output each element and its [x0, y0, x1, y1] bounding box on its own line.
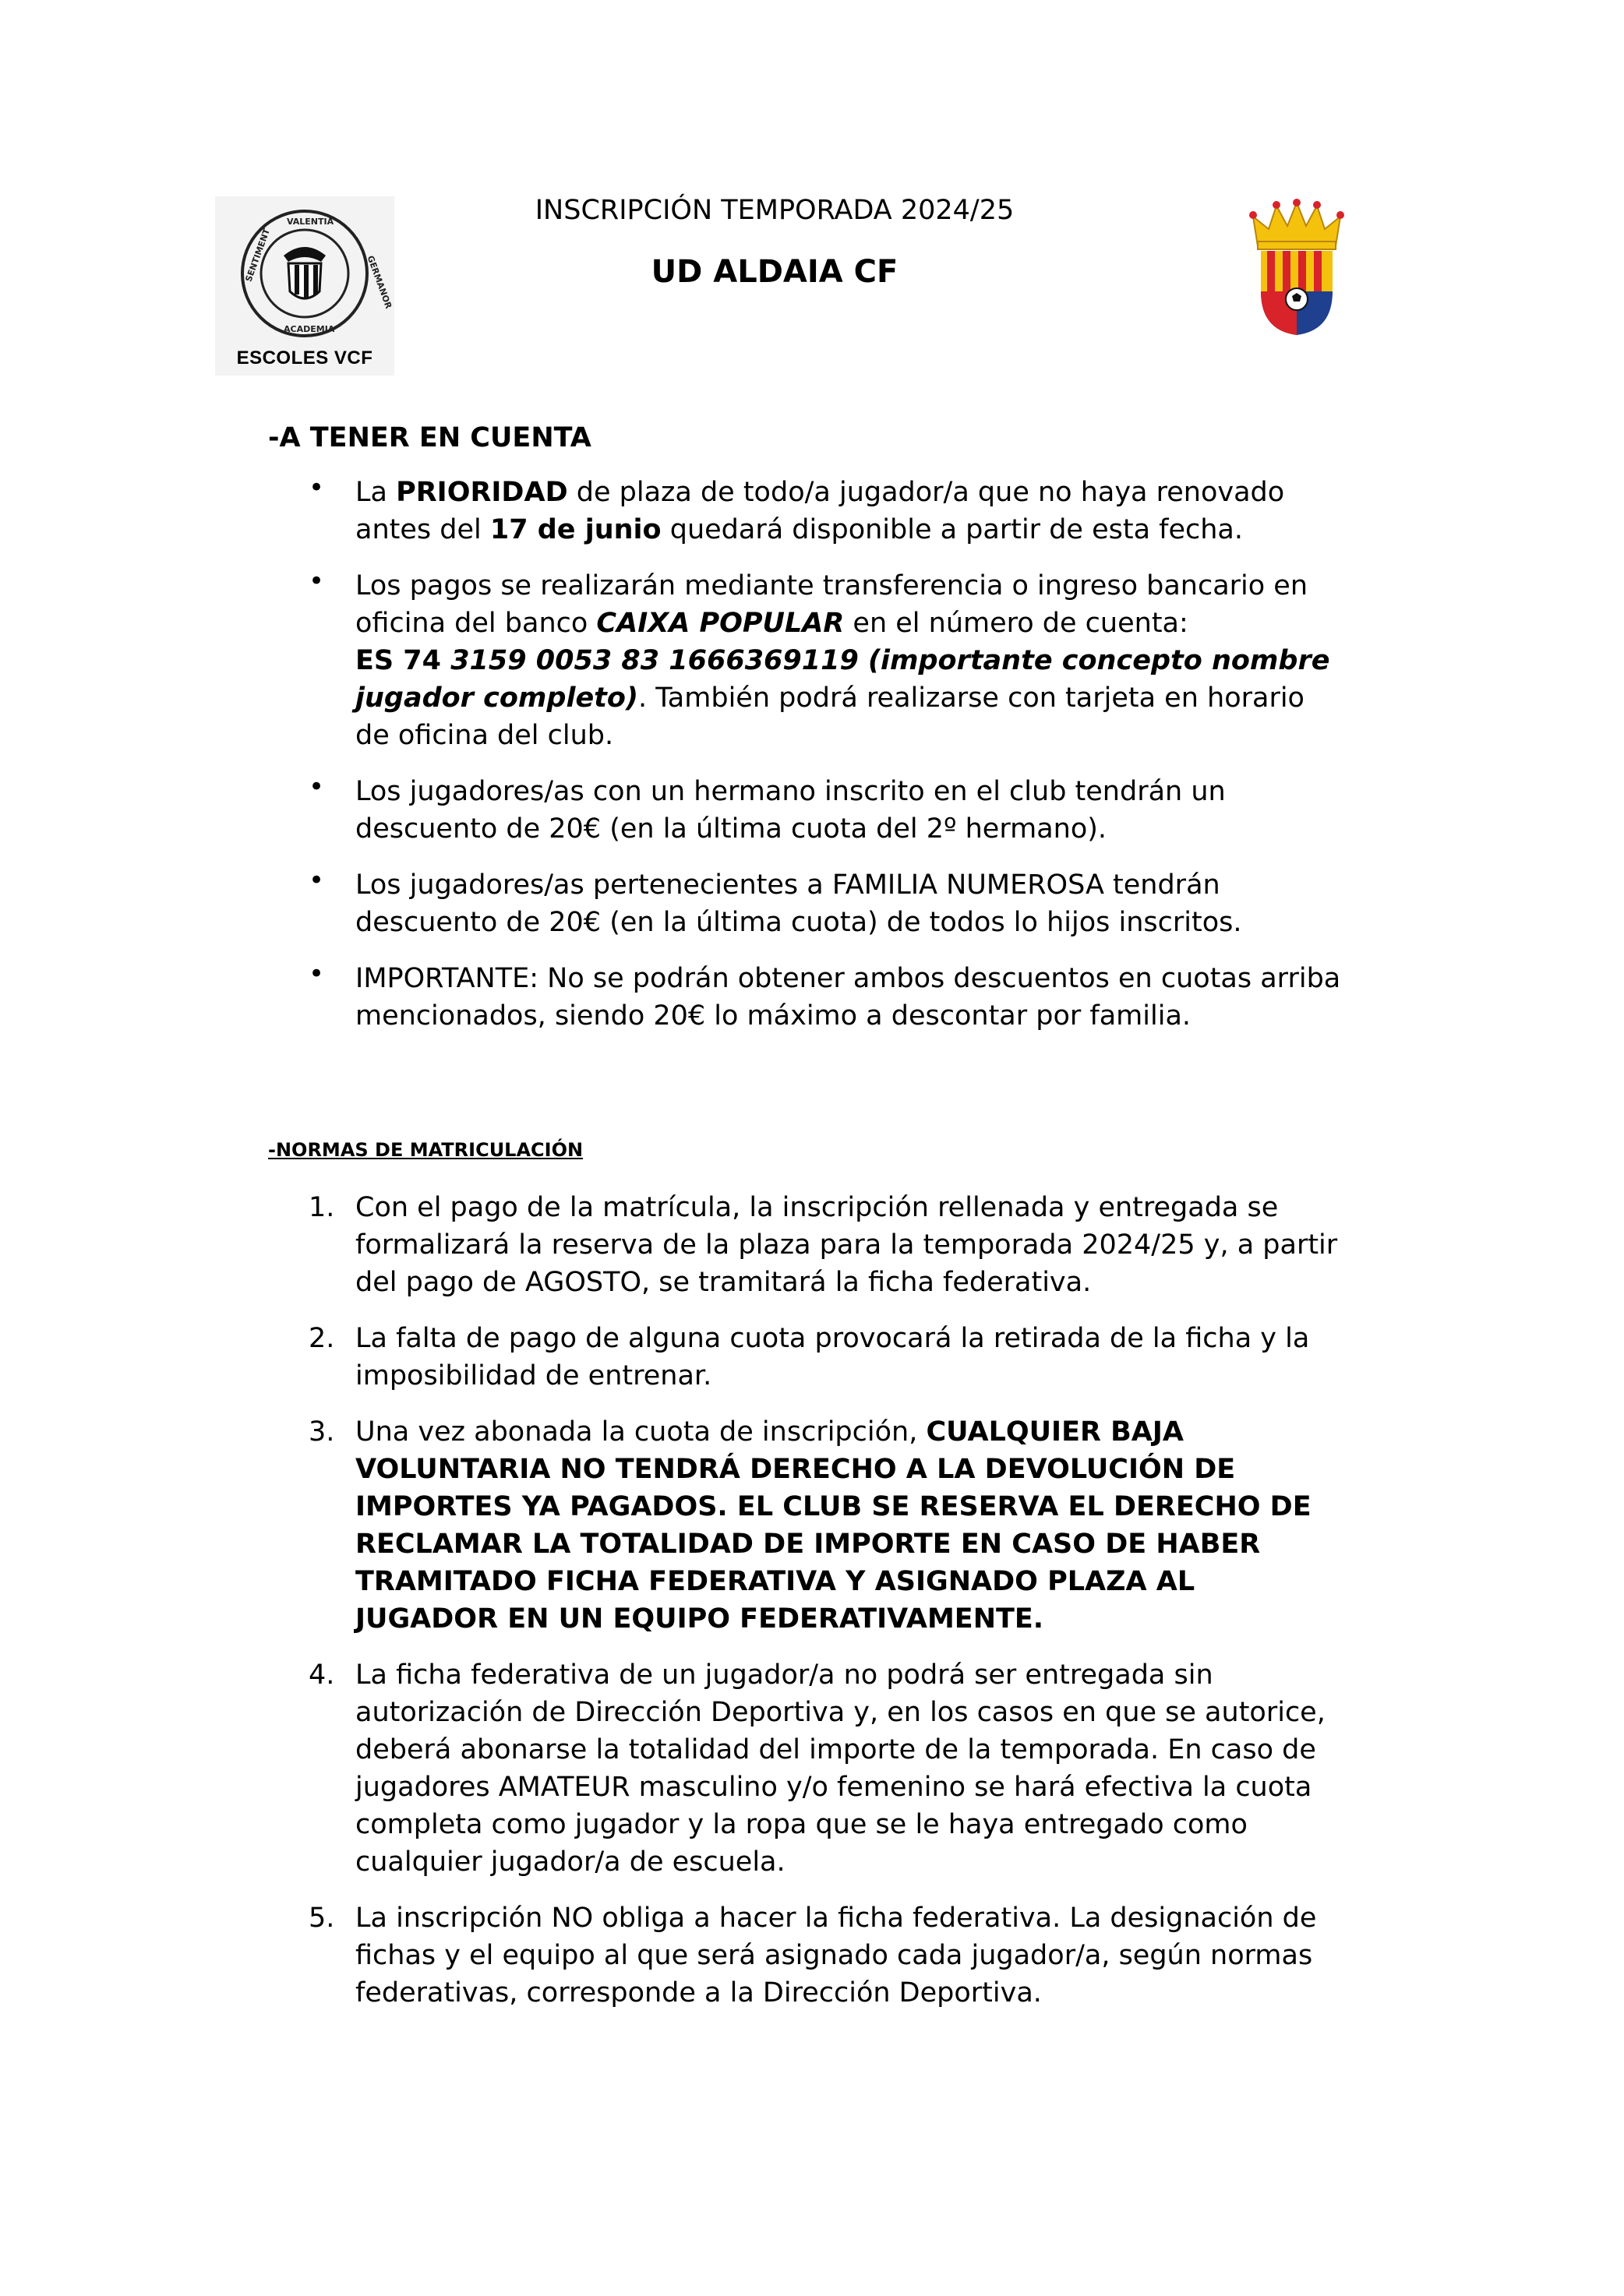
list-item: • Los pagos se realizarán mediante transferencia o ingreso bancario en oficina del banco CAIXA POPULAR en el número de cuenta: ES 74 3159 0053 83 1666369119 (importante concepto nombre jugador completo). También podrá realizarse con tarjeta en horario de oficina del club.: [268, 567, 1343, 754]
list-item: • Los jugadores/as con un hermano inscrito en el club tendrán un descuento de 20€ (en la última cuota del 2º hermano).: [268, 773, 1343, 848]
item-number: 3.: [309, 1416, 335, 1448]
club-name: UD ALDAIA CF: [651, 254, 898, 290]
list-item: 5. La inscripción NO obliga a hacer la ficha federativa. La designación de fichas y el equipo al que será asignado cada jugador/a, según normas federativas, corresponde a la Dirección Deportiva.: [268, 1899, 1343, 2012]
bullet-icon: •: [309, 958, 325, 989]
list-item: 4. La ficha federativa de un jugador/a no podrá ser entregada sin autorización de Dirección Deportiva y, en los casos en que se autorice, deberá abonarse la totalidad del importe de la temporada. En caso de jugadores AMATEUR masculino y/o femenino se hará efectiva la cuota completa como jugador y la ropa que se le haya entregado como cualquier jugador/a de escuela.: [268, 1656, 1343, 1881]
svg-text:VALENTIA: VALENTIA: [287, 217, 334, 227]
item-number: 5.: [309, 1903, 335, 1934]
list-item: 3. Una vez abonada la cuota de inscripción, CUALQUIER BAJA VOLUNTARIA NO TENDRÁ DERECHO A LA DEVOLUCIÓN DE IMPORTES YA PAGADOS. EL CLUB SE RESERVA EL DERECHO DE RECLAMAR LA TOTALIDAD DE IMPORTE EN CASO DE HABER TRAMITADO FICHA FEDERATIVA Y ASIGNADO PLAZA AL JUGADOR EN UN EQUIPO FEDERATIVAMENTE.: [268, 1413, 1343, 1638]
svg-text:GERMANOR: GERMANOR: [365, 254, 394, 310]
notes-list: [268, 474, 1343, 1053]
escoles-vcf-caption: ESCOLES VCF: [236, 347, 373, 369]
item-number: 1.: [309, 1192, 335, 1223]
list-item: 2. La falta de pago de alguna cuota provocará la retirada de la ficha y la imposibilidad de entrenar.: [268, 1320, 1343, 1395]
section-heading-a-tener-en-cuenta: -A TENER EN CUENTA: [268, 422, 591, 453]
svg-text:SENTIMENT: SENTIMENT: [243, 227, 273, 284]
list-item: • IMPORTANTE: No se podrán obtener ambos descuentos en cuotas arriba mencionados, siendo 20€ lo máximo a descontar por familia.: [268, 960, 1343, 1035]
ud-aldaia-crest-icon: [1242, 198, 1351, 337]
bullet-icon: •: [309, 771, 325, 802]
ud-aldaia-crest: [1242, 198, 1351, 337]
bank-account: ES 74: [355, 645, 451, 676]
item-number: 4.: [309, 1659, 335, 1691]
list-item: 1. Con el pago de la matrícula, la inscripción rellenada y entregada se formalizará la reserva de la plaza para la temporada 2024/25 y, a partir del pago de AGOSTO, se tramitará la ficha federativa.: [268, 1189, 1343, 1301]
bullet-icon: •: [309, 472, 325, 503]
item-number: 2.: [309, 1323, 335, 1354]
section-heading-normas-matriculacion: -NORMAS DE MATRICULACIÓN: [268, 1139, 584, 1161]
page-title: INSCRIPCIÓN TEMPORADA 2024/25: [535, 195, 1015, 226]
bullet-icon: •: [309, 865, 325, 896]
list-item: • Los jugadores/as pertenecientes a FAMILIA NUMEROSA tendrán descuento de 20€ (en la última cuota) de todos lo hijos inscritos.: [268, 866, 1343, 941]
bullet-icon: •: [309, 566, 325, 597]
rules-list: [268, 1189, 1343, 2030]
list-item: • La PRIORIDAD de plaza de todo/a jugador/a que no haya renovado antes del 17 de junio quedará disponible a partir de esta fecha.: [268, 474, 1343, 548]
svg-text:ACADEMIA: ACADEMIA: [284, 324, 335, 334]
